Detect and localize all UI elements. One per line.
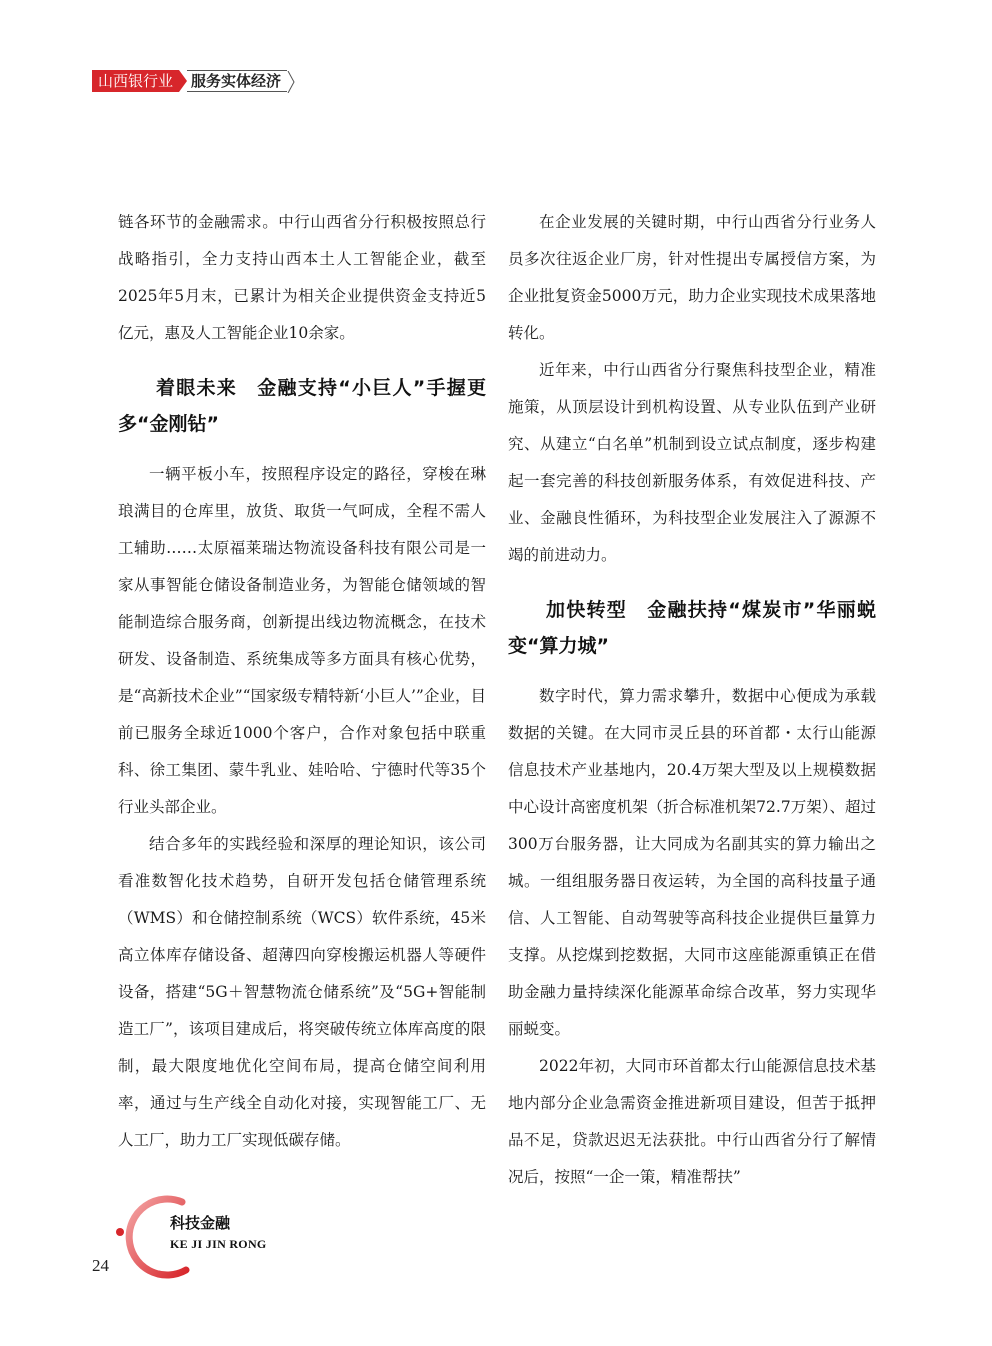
section-tag [92, 70, 295, 92]
paragraph: 在企业发展的关键时期，中行山西省分行业务人员多次往返企业厂房，针对性提出专属授信方案，为企业批复资金5000万元，助力企业实现技术成果落地转化。 [508, 213, 876, 342]
chevron-right-icon [287, 71, 295, 91]
paragraph: 结合多年的实践经验和深厚的理论知识，该公司看准数智化技术趋势，自研开发包括仓储管理系统（WMS）和仓储控制系统（WCS）软件系统，45米高立体库存储设备、超薄四向穿梭搬运机器人等硬件设备，搭建“5G＋智慧物流仓储系统”及“5G+智能制造工厂”，该项目建成后，将突破传统立体库高度的限制，最大限度地优化空间布局，提高仓储空间利用率，通过与生产线全自动化对接，实现智能工厂、无人工厂，助力工厂实现低碳存储。 [118, 835, 486, 1149]
tag-separator [179, 70, 187, 92]
paragraph: 2022年初，大同市环首都太行山能源信息技术基地内部分企业急需资金推进新项目建设，但苦于抵押品不足，贷款迟迟无法获批。中行山西省分行了解情况后，按照“一企一策，精准帮扶” [508, 1057, 876, 1186]
section-title: 服务实体经济 [187, 70, 287, 92]
paragraph: 数字时代，算力需求攀升，数据中心便成为承载数据的关键。在大同市灵丘县的环首都・太行山能源信息技术产业基地内，20.4万架大型及以上规模数据中心设计高密度机架（折合标准机架72.7万架）、超过300万台服务器，让大同成为名副其实的算力输出之城。一组组服务器日夜运转，为全国的高科技量子通信、人工智能、自动驾驶等高科技企业提供巨量算力支撑。从挖煤到挖数据，大同市这座能源重镇正在借助金融力量持续深化能源革命综合改革，努力实现华丽蜕变。 [508, 687, 876, 1038]
section-heading: 着眼未来 金融支持“小巨人”手握更多“金刚钻” [118, 377, 486, 435]
paragraph: 链各环节的金融需求。中行山西省分行积极按照总行战略指引，全力支持山西本土人工智能企业，截至2025年5月末，已累计为相关企业提供资金支持近5亿元，惠及人工智能企业10余家。 [118, 213, 486, 342]
page-number: 24 [92, 1256, 109, 1275]
column-logo-icon [112, 1190, 212, 1280]
paragraph: 近年来，中行山西省分行聚焦科技型企业，精准施策，从顶层设计到机构设置、从专业队伍到产业研究、从建立“白名单”机制到设立试点制度，逐步构建起一套完善的科技创新服务体系，有效促进科技、产业、金融良性循环，为科技型企业发展注入了源源不竭的前进动力。 [508, 361, 876, 564]
column-name: 科技金融 [170, 1214, 231, 1232]
paragraph: 一辆平板小车，按照程序设定的路径，穿梭在琳琅满目的仓库里，放货、取货一气呵成，全程不需人工辅助……太原福莱瑞达物流设备科技有限公司是一家从事智能仓储设备制造业务，为智能仓储领域的智能制造综合服务商，创新提出线边物流概念，在技术研发、设备制造、系统集成等多方面具有核心优势，是“高新技术企业”“国家级专精特新‘小巨人’”企业，目前已服务全球近1000个客户，合作对象包括中联重科、徐工集团、蒙牛乳业、娃哈哈、宁德时代等35个行业头部企业。 [118, 465, 486, 816]
section-heading: 加快转型 金融扶持“煤炭市”华丽蜕变“算力城” [508, 599, 876, 657]
section-tag-label: 山西银行业 [92, 70, 179, 92]
column-name-en: KE JI JIN RONG [170, 1237, 267, 1251]
left-column [118, 204, 486, 1159]
right-column [508, 204, 876, 1196]
